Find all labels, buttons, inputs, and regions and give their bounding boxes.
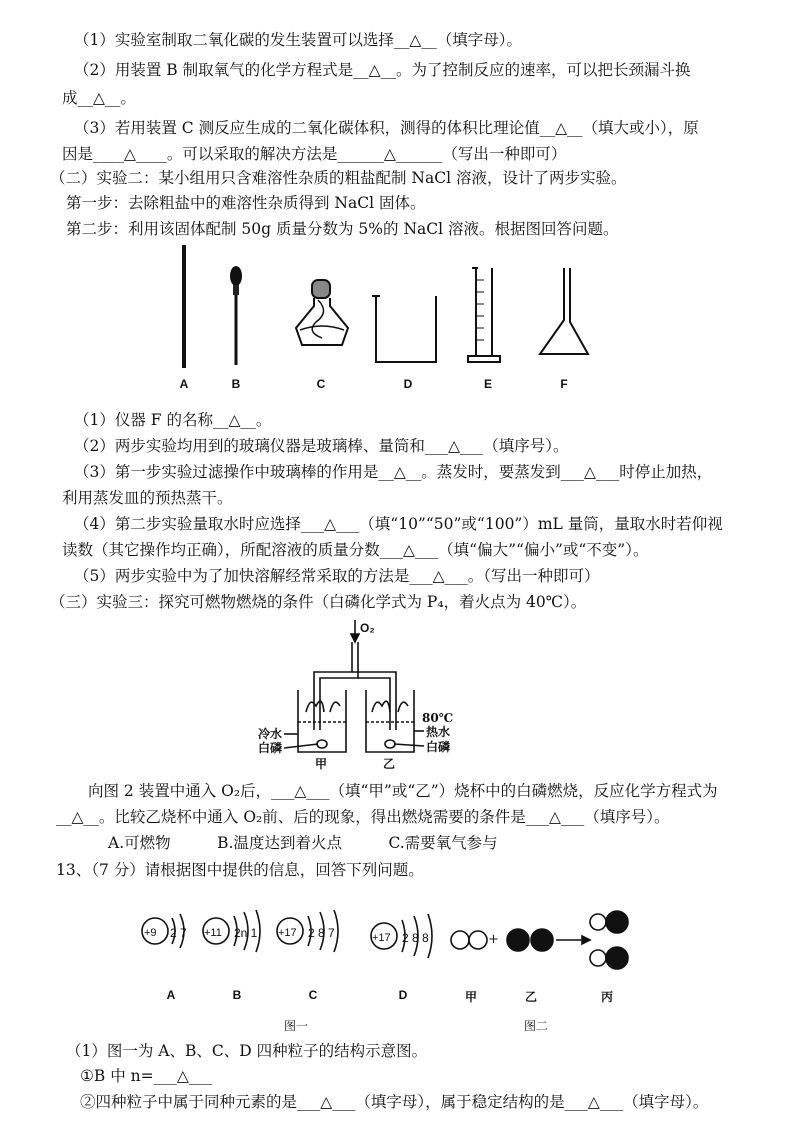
- molecule-label-yi: 乙: [524, 990, 537, 1004]
- part2-q1: （1）仪器 F 的名称__△__。: [74, 411, 272, 429]
- part1-q1: （1）实验室制取二氧化碳的发生装置可以选择__△__（填字母）。: [74, 31, 523, 49]
- o2-label: O₂: [360, 621, 375, 635]
- atom-d-nucleus: +17: [372, 932, 391, 944]
- combustion-apparatus: [284, 620, 424, 752]
- hot-water-label: 热水: [426, 725, 451, 739]
- part2-q4b: 读数（其它操作均正确），所配溶液的质量分数___△___（填“偏大”“偏小”或“不变”）。: [62, 541, 649, 559]
- part1-q3a: （3）若用装置 C 测反应生成的二氧化碳体积，测得的体积比理论值__△__（填大或小），原: [74, 119, 699, 137]
- q13-s1: （1）图一为 A、B、C、D 四种粒子的结构示意图。: [66, 1042, 428, 1060]
- plus-sign: +: [488, 932, 499, 947]
- part3-q-a: 向图 2 装置中通入 O₂后，___△___（填“甲”或“乙”）烧杯中的白磷燃烧，反应化学方程式为: [88, 782, 718, 800]
- label-c: C: [316, 377, 326, 391]
- atom-a-shells: 2 7: [170, 926, 187, 940]
- atom-c-nucleus: +17: [278, 927, 297, 939]
- atom-label-a: A: [166, 988, 176, 1002]
- atom-d-shells: 2 8 8: [402, 931, 429, 945]
- cold-water-label: 冷水: [258, 727, 283, 741]
- part1-q2a: （2）用装置 B 制取氧气的化学方程式是__△__。为了控制反应的速率，可以把长颈漏斗换: [74, 61, 691, 79]
- label-b: B: [231, 377, 241, 391]
- label-d: D: [403, 377, 413, 391]
- part2-step2: 第二步：利用该固体配制 50g 质量分数为 5%的 NaCl 溶液。根据图回答问题。: [66, 220, 619, 238]
- beaker-icon: [372, 296, 436, 362]
- temp-label: 80℃: [422, 711, 454, 725]
- part2-q2: （2）两步实验均用到的玻璃仪器是玻璃棒、量筒和___△___（填序号）。: [74, 437, 569, 455]
- fig1-caption: 图一: [284, 1019, 309, 1033]
- molecule-label-jia: 甲: [464, 990, 477, 1004]
- label-f: F: [560, 377, 568, 391]
- atom-label-b: B: [232, 988, 242, 1002]
- atom-b-nucleus: +11: [204, 927, 222, 939]
- dropper-icon: [230, 266, 242, 365]
- part2-q4a: （4）第二步实验量取水时应选择___△___（填“10”“50”或“100”）mL 量筒，量取水时若仰视: [74, 515, 723, 533]
- part3-q-b: __△__。比较乙烧杯中通入 O₂前、后的现象，得出燃烧需要的条件是___△___（填序号）。: [56, 808, 670, 826]
- q13-s3: ②四种粒子中属于同种元素的是___△___（填字母），属于稳定结构的是___△___（填字母）。: [80, 1093, 709, 1111]
- atom-b-shells: 2n 1: [234, 926, 258, 940]
- part2-q3a: （3）第一步实验过滤操作中玻璃棒的作用是__△__。蒸发时，要蒸发到___△___时停止加热，: [74, 463, 713, 481]
- beaker-jia-label: 甲: [315, 757, 328, 771]
- part1-q3b: 因是____△____。可以采取的解决方法是______△______（写出一种即可）: [62, 145, 567, 163]
- white-p-right-label: 白磷: [426, 740, 451, 754]
- part3-heading: （三）实验三：探究可燃物燃烧的条件（白磷化学式为 P₄，着火点为 40℃）。: [50, 593, 587, 611]
- part2-heading: （二）实验二：某小组用只含难溶性杂质的粗盐配制 NaCl 溶液，设计了两步实验。: [50, 169, 627, 187]
- beaker-yi-label: 乙: [383, 757, 396, 771]
- fig2-caption: 图二: [524, 1019, 549, 1033]
- part2-q3b: 利用蒸发皿的预热蒸干。: [62, 489, 233, 507]
- funnel-icon: [540, 268, 588, 354]
- label-e: E: [483, 377, 492, 391]
- atom-label-c: C: [308, 988, 318, 1002]
- part1-q2b: 成__△__。: [62, 89, 136, 107]
- part2-q5: （5）两步实验中为了加快溶解经常采取的方法是___△___。（写出一种即可）: [74, 567, 600, 585]
- molecule-label-bing: 丙: [600, 990, 613, 1004]
- alcohol-lamp-icon: [296, 280, 348, 345]
- graduated-cylinder-icon: [468, 268, 500, 362]
- atom-a-nucleus: +9: [144, 927, 157, 939]
- atom-label-d: D: [398, 988, 408, 1002]
- label-a: A: [179, 377, 189, 391]
- q13-s2: ①B 中 n=___△___: [80, 1067, 213, 1085]
- white-p-left-label: 白磷: [258, 741, 283, 755]
- part2-step1: 第一步：去除粗盐中的难溶性杂质得到 NaCl 固体。: [66, 194, 426, 212]
- molecule-diagrams: [451, 911, 628, 969]
- atom-c-shells: 2 8 7: [308, 926, 335, 940]
- q13-heading: 13、（7 分）请根据图中提供的信息，回答下列问题。: [56, 861, 424, 879]
- part3-options: A.可燃物 B.温度达到着火点 C.需要氧气参与: [108, 834, 498, 852]
